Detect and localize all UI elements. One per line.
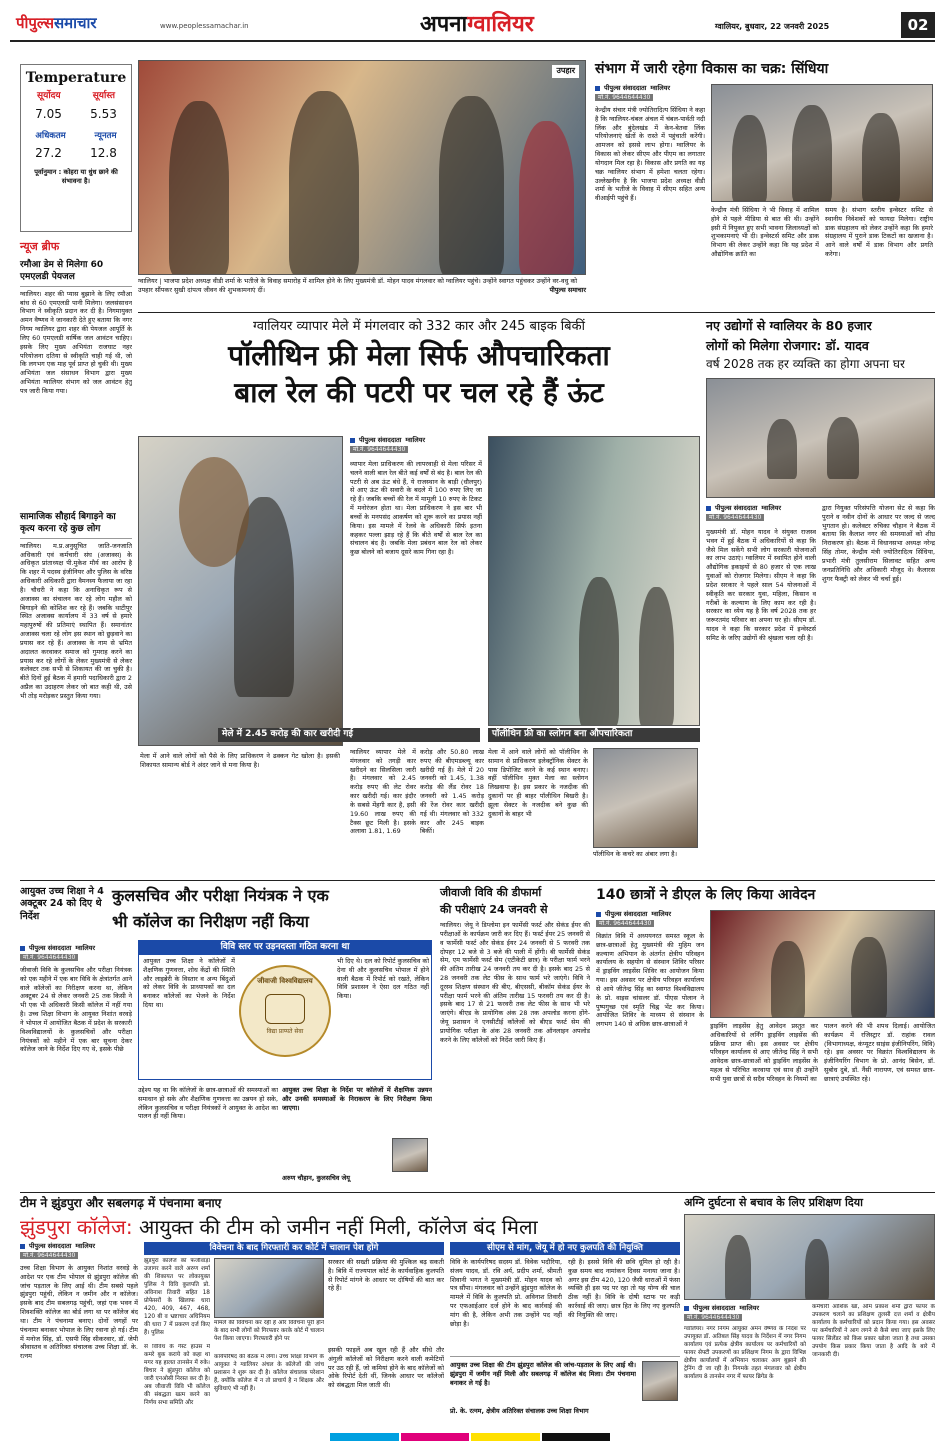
quote-block: [282, 1086, 432, 1186]
photo-figure: [289, 91, 359, 275]
byline: [684, 1304, 804, 1313]
sun-labels: [21, 91, 131, 103]
temperature-box: [20, 64, 132, 232]
temp-values: [21, 146, 131, 162]
dl-story: [596, 886, 935, 1186]
sub-body: मामले की विवेचना कर रही है और विवेचना पूरी होने के बाद सभी लोगों को गिरफ्तार करके कोर्ट में चालान पेश किया जाएगा। गिरफ्तारी होने पर: [214, 1320, 324, 1342]
byline-name: पीपुल्स संवाददाता: [29, 1242, 72, 1250]
byline-name: पीपुल्स संवाददाता: [604, 84, 647, 92]
panel-text: आयुक्त उच्च शिक्षा ने कॉलेजों में शैक्षणिक गुणवत्ता, शोध केंद्रों की स्थिति और लाइब्रेरी के विस्तार व अन्य बिंदुओं को लेकर विवि के प्राध्यापकों का दल बनाकर कॉलेजों का भेजने के निर्देश दिया था।: [143, 957, 235, 1010]
registrar-story: [20, 886, 432, 1186]
temperature-title: Temperature: [25, 70, 127, 86]
byline-mobile: मो.नं. 9644644430: [596, 920, 654, 928]
fire-story: [684, 1196, 935, 1428]
photo-figure: [732, 115, 767, 202]
sub-body: कार्यपरिषद की बैठक में लेगा। उच्च शिक्षा विभाग के आयुक्त ने ग्वालियर अंचल के कॉलेजों की जांच प्रशासन ने शुरू कर दी है। कॉलेज संचालक परेशान हैं, क्योंकि कॉलेज में न तो प्राचार्य है न शिक्षक और सुविधाएं भी नहीं हैं।: [214, 1354, 324, 1392]
byline: [20, 1242, 140, 1251]
quote-text: आयुक्त उच्च शिक्षा के निर्देश पर कॉलेजों में शैक्षणिक उन्नयन और उनकी समस्याओं के निराकरण के लिए निरीक्षण किया जाएगा।: [282, 1086, 432, 1112]
brief-item: [20, 260, 132, 500]
max-temp-value: 27.2: [35, 146, 62, 161]
byline-bullet: [595, 86, 600, 91]
polythene-photo: [488, 436, 700, 726]
photo-figure: [439, 96, 504, 275]
fair-byline-block: [350, 436, 482, 453]
color-swatch: [471, 1433, 540, 1441]
dpharma-headline-2: की परीक्षाएं 24 जनवरी से: [440, 902, 548, 916]
college-kicker: टीम ने झुंडपुरा और सबलगढ़ में पंचनामा बनाए: [20, 1196, 222, 1210]
byline-mobile: मो.नं. 9644644430: [684, 1314, 742, 1322]
color-strip: [330, 1433, 610, 1441]
photo-figure: [179, 457, 249, 567]
byline-mobile: मो.नं. 9644644430: [706, 514, 764, 522]
jobs-body: मुख्यमंत्री डॉ. मोहन यादव ने संयुक्त राजस्व भवन में हुई बैठक में अधिकारियों से कहा कि जैसे मिल सकेंगे सभी लोग सरकारी योजनाओं का लाभ उठाएं। ग्वालियर में स्थापित होने वाली औद्योगिक इकाइयों से 80 हजार से एक लाख युवाओं को रोजगार मिलेगा। सीएम ने कहा कि प्रदेश सरकार ने पहले साल 54 योजनाओं में स्वीकृति कर सरकार युवा, महिला, किसान व गरीबों के कल्याण के लिए काम कर रही है। सरकार का ध्येय यह है कि वर्ष 2028 तक हर जरूरतमंद परिवार का अपना घर हो। सीएम डॉ. यादव ने कहा कि सरकार प्रदेश में इन्वेस्टर्स समिट के जरिए उद्योगों की श्रृंखला चला रही है।: [706, 528, 816, 642]
dateline: ग्वालियर, बुधवार, 22 जनवरी 2025: [715, 22, 830, 31]
fair-body: व्यापार मेला प्राधिकरण की लापरवाही से मेला परिसर में चलने वाली बाल रेल बीते कई वर्षों से बंद है। बाल रेल की पटरी से अब ऊंट बंधे हैं, ये राजस्थान के बाड़ी (धौलपुर) से आए ऊंट की सवारी के बदले में 100 रुपए लिए जा रहे हैं। जबकि बच्चों की रेल में मामूली 10 रुपए के टिकट में मनोरंजन होता था। मेला प्राधिकरण ने इस बार भी बच्चों के मनपसंद आकर्षण को शुरू करने का प्रयास नहीं किया। इस मामले में रेलवे के अधिकारी सिर्फ इतना कहकर पल्ला झाड़ रहे हैं कि बीते वर्षों से बाल रेल का संचालन बंद है। जबकि मेला प्रबंधन बाल रेल को लेकर कुछ बोलने को बजाय दूसरे काम गिना रहा है।: [350, 460, 482, 557]
divider: [20, 1192, 935, 1193]
photo-figure: [805, 1239, 829, 1300]
sunrise-value: 7.05: [35, 107, 62, 122]
byline-bullet: [684, 1306, 689, 1311]
jobs-headline-1: नए उद्योगों से ग्वालियर के 80 हजार: [706, 318, 872, 333]
dl-body: पालन करने की भी शपथ दिलाई। आयोजित कार्यक्रम में रजिस्ट्रार डॉ. राहांक रावल (विभागाध्यक्ष, कंप्यूटर साइंस इंजीनियरिंग, विवि) रहे। इस अवसर पर विक्रांत विश्वविद्यालय के इंजीनियरिंग विभाग के प्रो. आनंद बिसेन, डॉ. सुबोध दुबे, डॉ. नैंसी नारायण, एवं समस्त छात्र-छात्राएं उपस्थित रहे।: [824, 1022, 935, 1083]
byline-bullet: [20, 1244, 25, 1249]
brief-headline: सामाजिक सौहार्द बिगाड़ने का कृत्य करना रहे कुछ लोग: [20, 512, 132, 539]
polythene-body: मेला में आने वाले लोगों को पॉलीथिन के सामान से प्राधिकरण इलेक्ट्रॉनिक सेक्टर के पास डिपोजिट करने के कई स्थान बनाए। वहीं पॉलीथिन मुक्त मेला का स्लोगन लिखवाया है। इस प्रकार के नजदीक की दुकानों पर ही बाहर पॉलीथिन बिखरी है। झूला सेक्टर के नजदीक बने कुछ की दुकानों के बाहर भी: [488, 748, 588, 818]
byline-name: पीपुल्स संवाददाता: [693, 1304, 736, 1312]
byline-mobile: मो.नं. 9644644430: [350, 446, 408, 454]
registrar-body: उद्देश्य यह था कि कॉलेजों के छात्र-छात्राओं की समस्याओं का समाधान हो सके और शैक्षणिक गुणवत्ता का उन्नयन हो सके, लेकिन कुलसचिव व परीक्षा नियंत्रकों ने आयुक्त के आदेश का पालन ही नहीं किया।: [138, 1086, 278, 1121]
vc-quote-text: आयुक्त उच्च शिक्षा की टीम झुंडपुरा कॉलेज की जांच-पड़ताल के लिए आई थी। झुंडपुरा में जमीन नहीं मिली और सबलगढ़ में कॉलेज बंद मिला। टीम पंचनामा बनाकर ले गई है।: [450, 1361, 636, 1387]
sunset-label: सूर्यास्त: [92, 91, 115, 102]
fair-left-body: मेला में आने वाले लोगों को पैसे के लिए प्राधिकरण ने ढक्कन गेट खोला है। इसकी शिकायत सामान्य बोर्ड ने अंदर जाने से मना किया है।: [140, 752, 340, 769]
bin-photo: [593, 748, 698, 848]
quote-by: अरुण चौहान, कुलसचिव जेयू: [282, 1174, 351, 1182]
seal-emblem-icon: [265, 994, 305, 1024]
scindia-story: [595, 60, 935, 310]
registrar-byline-block: [20, 944, 132, 961]
photo-tag: उपहार: [552, 65, 579, 78]
paper-name: [16, 14, 97, 34]
jobs-story: [706, 318, 935, 888]
paper-name-part-a: पीपुल्स: [16, 14, 55, 32]
paper-name-part-b: समाचार: [54, 14, 97, 32]
byline-city: ग्वालियर: [405, 436, 426, 444]
sunrise-label: सूर्योदय: [37, 91, 61, 102]
dl-headline: 140 छात्रों ने डीएल के लिए किया आवेदन: [596, 887, 816, 903]
sales-body: करोड़ और 50.80 लाख रुपए की बीएमडब्ल्यू कार खरीदी गई हैं। मेले में 20 जनवरी को 1.45, 1.38 करोड़ की लैंड रोवर 18 जनवरी को 1.45 करोड़ की रेंज रोवर कार खरीदी गई थी। मंगलवार को 332 कार और 245 बाइक बिकीं।: [420, 748, 484, 836]
camel-photo: [138, 436, 343, 746]
dl-body: विक्रांत विवि में अध्ययनरत समस्त स्कूल के छात्र-छात्राओं हेतु मुख्यमंत्री की मुहिम जन कल्याण अभियान के अंतर्गत क्षेत्रीय परिवहन कार्यालय के सहयोग से संस्थान शिविर परिसर में ड्राइविंग लाइसेंस शिविर का आयोजन किया गया। इस अवसर पर क्षेत्रीय परिवहन कार्यालय से आये जीतेन्द्र सिंह का स्वागत विश्वविद्यालय के प्रो. वाइस चांसलर डॉ. पीएस पोलान ने पुष्पगुच्छ एवं स्मृति चिह्न भेंट कर किया। आयोजित शिविर के माध्यम से संस्थान के लगभग 140 से अधिक छात्र-छात्राओं ने: [596, 932, 704, 1029]
jobs-body: द्वारा नियुक्त परिसंपत्ति योजना सेट से कहा कि पुराने व नवीन दोनों के आधार पर जल्द से जल्द भुगतान हो। कलेक्टर रुचिका चौहान ने बैठक में बताया कि कैलाश नगर की समस्याओं को शीघ्र निराकरण हो। बैठक में विधानसभा अध्यक्ष नरेन्द्र सिंह तोमर, केन्द्रीय मंत्री ज्योतिरादित्य सिंधिया, प्रभारी मंत्री तुलसीराम सिलावट सहित अन्य जनप्रतिनिधि और अधिकारी मौजूद थे। कैलारस शुगर फैक्ट्री को लेकर भी चर्चा हुई।: [822, 504, 935, 583]
byline-bullet: [596, 912, 601, 917]
photo-figure: [792, 105, 832, 202]
color-swatch: [330, 1433, 399, 1441]
photo-figure: [639, 587, 674, 726]
sales-caption-bar: मेले में 2.45 करोड़ की कार खरीदी गई: [218, 728, 480, 742]
byline-city: ग्वालियर: [650, 84, 671, 92]
college-headline-prefix: झुंडपुरा कॉलेज:: [20, 1214, 133, 1239]
byline: [350, 436, 482, 445]
photo-figure: [169, 101, 229, 275]
byline-city: ग्वालियर: [75, 944, 96, 952]
page-number: 02: [901, 12, 935, 38]
dpharma-body: ग्वालियर। जेयू ने डिप्लोमा इन फार्मेसी फर्स्ट और सेकंड ईयर की परीक्षाओं के कार्यक्रम जारी कर दिए हैं। फर्स्ट ईयर 25 जनवरी से व फार्मेसी फर्स्ट और सेकंड ईयर 24 जनवरी से 5 फरवरी तक दोपहर 12 बजे से 3 बजे की पाली में होंगी। बी फार्मेसी सेकंड सेम, एम फार्मेसी फर्स्ट सेम (एटीकेटी छात्र) के परीक्षा फार्म भरने की अंतिम तारीख 24 जनवरी तय कर दी है। इसके बाद 25 से 28 जनवरी तक लेट फीस के साथ फार्म भरे जाएंगे। विवि ने दूरस्थ शिक्षण संस्थान की बीए, बीएससी, बीकॉम सेकंड ईयर के परीक्षा फार्म भरने की अंतिम तारीख 15 फरवरी तय कर दी है। इसके बाद 17 से 21 फरवरी तक लेट फीस के साथ भी भरे जाएंगे। बीएड के प्रायोगिक अंक 28 तक अपलोड करना होंगे- जेयू प्रशासन ने एनसीटीई कॉलेजों को बीएड फर्स्ट सेम की प्रायोगिक परीक्षा के अंक 28 जनवरी तक ऑनलाइन अपलोड करने के लिए कॉलेजों को निर्देश जारी किए हैं।: [440, 921, 590, 1044]
college-story: [20, 1196, 680, 1428]
byline-city: ग्वालियर: [761, 504, 782, 512]
bin-caption: पॉलीथिन के कचरे का अंबार लगा है।: [593, 850, 677, 858]
byline-bullet: [20, 946, 25, 951]
photo-caption: [138, 277, 586, 303]
photo-figure: [862, 113, 900, 202]
scindia-body: केन्द्रीय संचार मंत्री ज्योतिरादित्य सिंधिया ने कहा है कि ग्वालियर-चंबल अंचल में चंबल-पार्वती नदी लिंक और बुंदेलखंड में केन-बेतवा लिंक परियोजनाएं खेतों के रास्ते में पहुंचाती करेंगी। आमजन को इससे लाभ होगा। ग्वालियर के विकास को लेकर सीएम और पीएम का लगातार योगदान मिल रहा है। विकास और प्रगति का यह चक्र ग्वालियर संभाग में हमेशा चलता रहेगा। उल्लेखनीय है कि भाजपा प्रदेश अध्यक्ष वीडी शर्मा के भतीजे के विवाह में सीएम सहित अन्य वीआईपी पहुंचे हैं।: [595, 106, 705, 203]
vc-bar: सीएम से मांग, जेयू में हो नए कुलपति की नियुक्ति: [450, 1242, 680, 1255]
meeting-photo: [706, 378, 935, 498]
wedding-photo: [138, 60, 586, 275]
seal: [239, 965, 331, 1057]
byline: [595, 84, 707, 93]
byline-mobile: मो.नं. 9644644430: [20, 954, 78, 962]
photo-figure: [725, 1235, 751, 1300]
jobs-headline-2: लोगों को मिलेगा रोजगार: डॉ. यादव: [706, 337, 869, 353]
news-brief-label: [20, 240, 132, 256]
byline: [20, 944, 132, 953]
dl-photo: [710, 910, 935, 1018]
byline-bullet: [706, 506, 711, 511]
temp-labels: [21, 131, 131, 142]
news-brief-title: न्यूज ब्रीफ: [20, 240, 60, 253]
divider: [20, 880, 935, 881]
caption-text: ग्वालियर | भाजपा प्रदेश अध्यक्ष वीडी शर्मा के भतीजे के विवाह समारोह में शामिल होने के लिए मुख्यमंत्री डॉ. मोहन यादव मंगलवार को ग्वालियर पहुंचे। उन्होंने स्वागत पहुंचकर उन्होंने वर-वधु को उपहार सौंपकर सुखी दांपत्य जीवन की शुभकामनाएं दीं।: [138, 277, 578, 294]
byline-mobile: मो.नं. 9644644430: [595, 94, 653, 102]
photo-figure: [851, 937, 887, 1018]
brief-body: ग्वालियर। म.प्र.अनुसूचित जाति-जनजाति अधिकारी एवं कर्मचारी संघ (अजाक्स) के अधिकृत प्रांताध्यक्ष पी.मुकेश मौर्य का आरोप है कि शहर में पदस्थ इंजीनियर और पुलिस के वरिष्ठ अधिकारी अधिकारी द्वारा वैमनस्य फैलाया जा रहा है। चौधरी ने कहा कि अनाधिकृत रूप से अजाक्स का संचालन कर रहे लोग महौल को बिगाड़ने की कोशिश कर रहे हैं। जबकि थाटीपुर स्थित अजाक्स कार्यालय में 33 वर्ष से हमारे महापुरुषों की प्रतिमाएं स्थापित हैं। समानांतर अजाक्स चला रहे लोग इस स्थान को छुड़वाने का प्रयास कर रहे हैं। अजाक्स के नाम से भ्रमित अदालत करवाकर समाज को गुमराह करने का प्रयास कर रहे लोगों के लेकर मुख्यमंत्री से लेकर कलेक्टर तक सभी से शिकायत की जा चुकी है। बीते दिनों हुई बैठक में हमारी पदाधिकारी द्वारा 2 अप्रैल का उदाहरण लेकर जो बात कही थी, उसे भी तोड़ मरोड़कर प्रस्तुत किया गया।: [20, 541, 132, 700]
max-temp-label: अधिकतम: [35, 131, 66, 142]
byline-name: पीपुल्स संवाददाता: [29, 944, 72, 952]
panel-bar: विवि स्तर पर उड़नदस्ता गठित करना था: [139, 941, 431, 955]
sunset-value: 5.53: [90, 107, 117, 122]
college-byline-block: [20, 1242, 140, 1259]
byline-name: पीपुल्स संवाददाता: [715, 504, 758, 512]
fair-headline-2: बाल रेल की पटरी पर चल रहे हैं ऊंट: [234, 375, 604, 409]
photo-figure: [767, 419, 797, 479]
byline-name: पीपुल्स संवाददाता: [359, 436, 402, 444]
college-body: से विविध के गेस्ट हाउस में कमरे बुक कराये को कहा था मगर यह हालत तानसेन में रुके। बिचार ने झुंडपुरा कॉलेज को जारी एनओसी निरस्त कर दी है। अब जीवाजी विवि भी कॉलेज की संबद्धता खत्म करने का निर्णय सभा समिति और: [144, 1344, 210, 1406]
vc-body: रही है। इससे विवि की छवि धूमिल हो रही है। कुछ समय बाद नामांकन दिवस मनाया जाना है। अगर इस टीम 420, 120 जैसी धाराओं में फंसा व्यक्ति ही इस पद पर रहा तो यह योग्य की चाल ठीक नहीं है। विवि के दोषी स्टाफ पर कड़ी कार्रवाई की जाए। छात्र हित के लिए नए कुलपति की नियुक्ति की जाए।: [568, 1258, 680, 1319]
fire-headline: अग्नि दुर्घटना से बचाव के लिए प्रशिक्षण दिया: [684, 1196, 863, 1209]
dpharma-story: [440, 886, 590, 1186]
fire-body: ग्वालियर। नगर निगम आयुक्त अमन वैष्णव के निर्देश पर उपायुक्त डॉ. अतिबल सिंह यादव के निर्देशन में नगर निगम कार्यालय एवं प्रत्येक क्षेत्रीय कार्यालय पर कर्मचारियों को फायर सेफ्टी उपकरणों का प्रशिक्षण निगम के द्वारा विभिन्न क्षेत्रीय कार्यालयों में अभियान चलाकर आग बुझाने की ट्रेनिंग दी जा रही है। निगमके तहत मंगलवार को क्षेत्रीय कार्यालय 8 तानसेन नगर में फायर ब्रिगेड के: [684, 1326, 806, 1380]
vc-quote-block: [450, 1356, 680, 1428]
registrar-side-title: आयुक्त उच्च शिक्षा ने 4 अक्टूबर 24 को दिए थे निर्देश: [20, 886, 104, 922]
jobs-subhead: वर्ष 2028 तक हर व्यक्ति का होगा अपना घर: [706, 357, 905, 371]
scindia-byline-block: [595, 84, 707, 101]
brief-body: ग्वालियर। शहर की प्यास बुझाने के लिए रमौआ बांध से 60 एमएलडी पानी मिलेगा। जलसंसाधन विभाग ने स्वीकृति प्रदान कर दी है। निगमायुक्त अमन वैष्णव ने जानकारी देते हुए बताया कि नगर निगम ग्वालियर द्वारा शहर की पेयजल आपूर्ति के लिए 60 एमएलडी वार्षिक जल आवंटन चाहिए। इसके लिए मुख्य अभियंता राजघाट नहर परियोजना दतिया से स्वीकृति चाही गई थी, जो कि लगभग एक माह पूर्व प्राप्त हो चुकी थी। मुख्य अभियंता जल संसाधन विभाग द्वारा मुख्य अभियंता ग्वालियर संभाग को जल आवंटन हेतु पत्र जारी किया गया।: [20, 289, 132, 395]
byline: [596, 910, 704, 919]
dl-body: ड्राइविंग लाइसेंस हेतु आवेदन प्रस्तुत कर अधिकारियों से लर्निंग ड्राइविंग लाइसेंस की प्रक्रिया प्राप्त की। इस अवसर पर क्षेत्रीय परिवहन कार्यालय से आए जीतेन्द्र सिंह ने सभी आवेदक छात्र-छात्राओं को ड्राइविंग लाइसेंस के महत्व से परिचित करवाया एवं साथ ही उन्होंने सभी युवा छात्रों से सदैव परिवहन के नियमों का: [710, 1022, 818, 1083]
seal-motto: विद्या प्राप्यते सेवा: [266, 1028, 304, 1036]
fire-byline-block: [684, 1304, 804, 1321]
photo-figure: [579, 577, 619, 726]
photo-figure: [519, 121, 574, 275]
section-title-part-b: ग्वालियर: [467, 12, 534, 37]
registrar-headline-2: भी कॉलेज का निरीक्षण नहीं किया: [112, 912, 309, 931]
forecast-text: पूर्वानुमान : कोहरा या धुंध छाने की संभावना है।: [34, 168, 118, 185]
panel-text: भी दिए थे। दल को रिपोर्ट कुलसचिव को देना थी और कुलसचिव भोपाल में होने वाली बैठक में रिपोर्ट को रखते, लेकिन विवि प्रशासन ने ऐसा दल गठित नहीं किया।: [337, 957, 429, 1001]
sub-body: इसकी फाइलें अब खुल रही हैं और सीधे तौर अंगुली कॉलेजों को निरीक्षण करने वाली कमेटियों पर उठ रही हैं, जो कमियां होने के बाद कॉलेजों को ओके रिपोर्ट देती थीं, जिनके आधार पर कॉलेजों को संबद्धता मिल जाती थी।: [328, 1346, 444, 1390]
registrar-portrait: [392, 1138, 428, 1172]
caption-credit: पीपुल्स समाचार: [549, 285, 586, 294]
fair-kicker: ग्वालियर व्यापार मेले में मंगलवार को 332 कार और 245 बाइक बिकीं: [253, 319, 585, 334]
seal-name: जीवाजी विश्वविद्यालय: [257, 977, 313, 985]
college-headline: [20, 1216, 680, 1239]
college-headline-main: आयुक्त की टीम को जमीन नहीं मिली, कॉलेज बंद मिला: [138, 1214, 538, 1239]
section-title: [420, 10, 534, 39]
college-body: उच्च शिक्षा विभाग के आयुक्त निशांत वरवड़े के आदेश पर एक टीम भोपाल से झुंडपुरा कॉलेज की जांच पड़ताल के लिए आई थी। टीम सबसे पहले झुंडपुरा पहुंची, लेकिन न जमीन और न कॉलेज। इसके बाद टीम सबलगढ़ पहुंची, जहां एक भवन में शिवशक्ति कॉलेज का बोर्ड लगा था पर कॉलेज बंद था। टीम ने पंचनामा बनाए। दोनों जगहों पर पंचनामा बनाकर भोपाल के लिए रवाना हो गई। टीम में मनोज सिंह, डॉ. एसपी सिंह सीकरवार, डॉ. जेपी श्रीवास्तव व अतिरिक्त संचालक उच्च शिक्षा डॉ. के. रत्नम: [20, 1264, 138, 1361]
college-photo: [214, 1258, 324, 1318]
registrar-body: जीवाजी विवि के कुलसचिव और परीक्षा नियंत्रक को एक महीने में एक बार विवि के क्षेत्रांतर्गत आने वाले कॉलेजों का निरीक्षण करना था, लेकिन अक्टूबर 24 से लेकर जनवरी 25 तक किसी ने भी एक भी अधिकारी किसी कॉलेज में नहीं गया है। उच्च शिक्षा विभाग के आयुक्त निशांत वरवड़े ने भोपाल में आयोजित बैठक में प्रदेश के सरकारी विश्वविद्यालयों के कुलसचिवों और परीक्षा नियंत्रकों को महीने में एक बार सूचना देकर कॉलेज जाने के निर्देश दिए गए थे, इसके पीछे: [20, 966, 132, 1054]
scindia-body: केन्द्रीय मंत्री सिंधिया ने भी विवाह में शामिल होने से पहले मीडिया से बात की थी। उन्होंने इसी में नियुक्त हुए सभी भावना जिलाध्यक्षों को शुभकामनाएं भी दी। इन्वेस्टर्स समिट और डाक विभाग की लेकर उन्होंने कहा कि यह प्रदेश में औद्योगिक क्रांति का: [711, 206, 819, 259]
sub-body: झुंडपुरा कॉलेज का फर्जीवाड़ा उजागर करने वाले अरुण शर्मा की शिकायत पर लोकायुक्त पुलिस ने विवि कुलपति प्रो. अविनाश तिवारी सहित 18 प्रोफेसरों के खिलाफ धारा 420, 409, 467, 468, 120 बी व भ्रष्टाचार अधिनियम की धारा 7 में प्रकरण दर्ज किए हैं। पुलिस: [144, 1258, 210, 1336]
min-temp-label: न्यूनतम: [94, 131, 117, 142]
sub-body: सरकार की सख्ती प्रक्रिया की मुश्किल बढ़ सकती है। बिवि में राज्यपाल कोर्ट के कार्यवाहिक कुलपति से रिपोर्ट मांगने के आधार पर दोषियों की बात कर रहे हैं।: [328, 1258, 444, 1293]
brief-item: [20, 512, 132, 862]
byline-city: ग्वालियर: [75, 1242, 96, 1250]
color-swatch: [401, 1433, 470, 1441]
brief-headline: रमौआ डेम से मिलेगा 60 एमएलडी पेयजल: [20, 260, 132, 287]
dpharma-headline-1: जीवाजी विवि की डीफार्मा: [440, 886, 542, 899]
sub-bar: विवेचना के बाद गिरफ्तारी कर कोर्ट में चालान पेश होंगे: [144, 1242, 444, 1255]
fire-body: कर्मचारी आशिक खां, ओम प्रकाश शर्मा द्वारा फायर के उपकरण चलाने का प्रशिक्षण तुलसी दत्त शर्मा व क्षेत्रीय कार्यालय के कर्मचारियों को प्रदान किया गया। इस अवसर पर कर्मचारियों ने आग लगने से कैसे बचा जाए इसके लिए फायर सिलेंडर को किस प्रकार खोला जाता है तथा उसका उपयोग किस प्रकार किया जाता है आदि के बारे में जानकारी दी।: [812, 1304, 935, 1358]
vc-body: विवि के कार्यपरिषद सदस्य डॉ. विवेक भदौरिया, संजय यादव, डॉ. रवि अर्य, प्रदीप शर्मा, श्रीमती शिवानी भगत ने मुख्यमंत्री डॉ. मोहन यादव को पत्र सौंपा। मंगलवार को उन्होंने झुंडपुरा कॉलेज के मामले में विवि के कुलपति प्रो. अविनाश तिवारी पर एफआईआर दर्ज होने के बाद कार्रवाई की मांग की है, लेकिन अभी तक उन्होंने पद नहीं छोड़ा है।: [450, 1258, 562, 1328]
byline-city: ग्वालियर: [651, 910, 672, 918]
byline-city: ग्वालियर: [739, 1304, 760, 1312]
fire-photo: [684, 1214, 935, 1300]
sun-values: [21, 107, 131, 123]
section-title-part-a: अपना: [420, 12, 468, 37]
vc-quote-by: प्रो. के. रत्नम, क्षेत्रीय अतिरिक्त संचालक उच्च शिक्षा विभाग: [450, 1407, 589, 1415]
fair-headline-1: पॉलीथिन फ्री मेला सिर्फ औपचारिकता: [228, 339, 610, 373]
sales-body: ग्वालियर व्यापार मेले में मंगलवार को तगड़ी कार खरीदने का सिलसिला जारी है। मंगलवार को 2.45 करोड़ रुपए की लेट रोवर कार खरीदी गई। कार इंदौर के सबसे मेंहगी कार है, इसी 19.60 लाख रुपए की टैक्स छूट मिली है। इसके अलावा 1.81, 1.69: [350, 748, 416, 836]
photo-figure: [771, 941, 805, 1018]
masthead: [10, 8, 935, 42]
scindia-body: समय है। संभाग स्तरीय इन्वेस्टर समिट से स्थानीय निवेशकों को फायदा मिलेगा। राष्ट्रीय डाक संग्रहालय को लेकर उन्होंने कहा कि हमारे संग्रहालय में पुराने डाक टिकटों का खजाना है। आने वाले वर्षों में डाक विभाग और प्रगति करेगा।: [825, 206, 933, 259]
scindia-headline: संभाग में जारी रहेगा विकास का चक्र: सिंधिया: [595, 61, 829, 77]
polythene-caption-bar: पॉलीथिन फ्री का स्लोगन बना औपचारिकता: [488, 728, 700, 742]
scindia-photo: [711, 84, 933, 202]
photo-figure: [827, 417, 859, 479]
registrar-headline-1: कुलसचिव और परीक्षा नियंत्रक ने एक: [112, 886, 329, 905]
byline-bullet: [350, 438, 355, 443]
website: www.peoplessamachar.in: [160, 22, 249, 30]
color-swatch: [542, 1433, 611, 1441]
min-temp-value: 12.8: [90, 146, 117, 161]
panel-box: [138, 940, 432, 1080]
byline-name: पीपुल्स संवाददाता: [605, 910, 648, 918]
byline-mobile: मो.नं. 9644644430: [20, 1252, 78, 1260]
dl-byline-block: [596, 910, 704, 927]
divider: [138, 312, 935, 313]
vc-portrait: [642, 1361, 678, 1401]
